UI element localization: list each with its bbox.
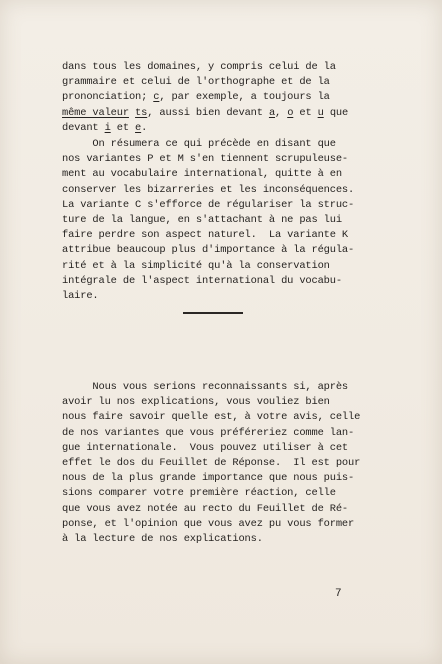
section-divider bbox=[183, 312, 243, 314]
text-line: que vous avez notée au recto du Feuillet de Ré- bbox=[62, 502, 349, 515]
text-line: laire. bbox=[62, 290, 99, 303]
text-line: effet le dos du Feuillet de Réponse. Il est pour bbox=[62, 457, 361, 470]
paragraph-request bbox=[62, 380, 367, 547]
underlined-letter: e bbox=[135, 121, 142, 134]
underlined-letter: i bbox=[104, 121, 111, 134]
underlined-letter: c bbox=[153, 91, 160, 104]
text-run: et bbox=[293, 106, 318, 119]
text-run: et bbox=[110, 121, 136, 134]
text-line: Nous vous serions reconnaissants si, après bbox=[62, 381, 349, 393]
text-line: intégrale de l'aspect international du vocabu- bbox=[62, 274, 342, 287]
text-run: . bbox=[141, 121, 148, 134]
text-line: ture de la langue, en s'attachant à ne pas lui bbox=[62, 214, 342, 227]
text-line bbox=[62, 121, 367, 136]
text-line: attribue beaucoup plus d'importance à la régula- bbox=[62, 244, 355, 257]
text-line: grammaire et celui de l'orthographe et de la bbox=[62, 76, 330, 89]
text-line: de nos variantes que vous préféreriez comme lan- bbox=[62, 426, 355, 439]
text-line: sions comparer votre première réaction, celle bbox=[62, 487, 336, 500]
underlined-letters: ts bbox=[135, 106, 148, 119]
text-line: nos variantes P et M s'en tiennent scrupuleuse- bbox=[62, 153, 349, 166]
text-line: nous faire savoir quelle est, à votre avis, celle bbox=[62, 411, 361, 424]
text-line: faire perdre son aspect naturel. La variante K bbox=[62, 229, 349, 242]
underlined-letter: a bbox=[268, 106, 276, 119]
text-line bbox=[62, 106, 367, 121]
text-line: nous de la plus grande importance que nous puis- bbox=[62, 472, 355, 485]
text-run: , aussi bien devant bbox=[147, 106, 269, 119]
text-line: rité et à la simplicité qu'à la conservation bbox=[62, 259, 330, 272]
text-line: La variante C s'efforce de régulariser la struc- bbox=[62, 198, 355, 211]
text-line: conserver les bizarreries et les inconséquences. bbox=[62, 183, 355, 196]
paragraph-summary bbox=[62, 137, 367, 304]
text-run: , bbox=[275, 106, 288, 119]
text-line: à la lecture de nos explications. bbox=[62, 533, 263, 546]
paragraph-continuation bbox=[62, 60, 367, 136]
text-line: ment au vocabulaire international, quitte à en bbox=[62, 168, 342, 181]
text-run: prononciation; bbox=[62, 91, 154, 104]
text-line: avoir lu nos explications, vous vouliez bien bbox=[62, 396, 330, 409]
text-run: , par exemple, a toujours la bbox=[159, 91, 330, 104]
text-line: On résumera ce qui précède en disant que bbox=[62, 138, 336, 150]
text-line bbox=[62, 90, 367, 105]
text-line: ponse, et l'opinion que vous avez pu vous former bbox=[62, 517, 355, 530]
page-number: 7 bbox=[335, 588, 342, 600]
text-line: gue internationale. Vous pouvez utiliser à cet bbox=[62, 441, 349, 454]
text-run: que bbox=[323, 106, 349, 119]
underlined-letter: o bbox=[287, 106, 294, 119]
underlined-phrase: même valeur bbox=[62, 106, 129, 119]
text-run: devant bbox=[62, 121, 105, 134]
underlined-letter: u bbox=[317, 106, 324, 119]
text-line: dans tous les domaines, y compris celui de la bbox=[62, 61, 336, 73]
